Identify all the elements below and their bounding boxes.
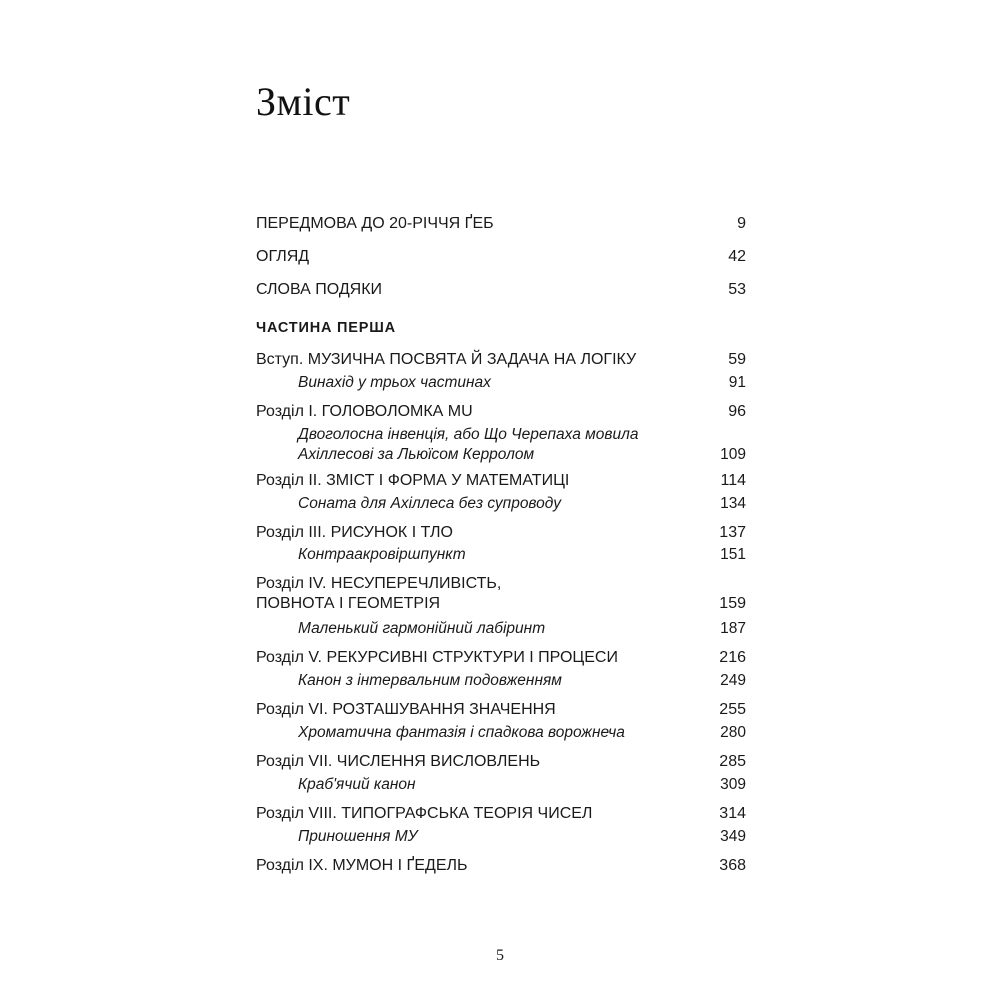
- toc-entry-page: 59: [728, 351, 746, 368]
- toc-dialogue-entry: [298, 723, 746, 743]
- toc-entry-page: 137: [719, 524, 746, 541]
- toc-entry-title: Краб'ячий канон: [298, 776, 416, 793]
- toc-entry-page: 187: [720, 620, 746, 637]
- toc-entry-page: 280: [720, 724, 746, 741]
- toc-entry-page: 96: [728, 403, 746, 420]
- toc-entry-page: 309: [720, 776, 746, 793]
- toc-dialogue-entry: [298, 775, 746, 795]
- toc-entry-title: Розділ VІІ. ЧИСЛЕННЯ ВИСЛОВЛЕНЬ: [256, 753, 541, 770]
- toc-entry-title: Приношення МУ: [298, 828, 418, 845]
- toc-entry-page: 368: [719, 857, 746, 874]
- toc-entry-title: Розділ VІ. РОЗТАШУВАННЯ ЗНАЧЕННЯ: [256, 701, 556, 718]
- toc-chapter-entry: [256, 648, 746, 668]
- toc-chapter-entry: [256, 523, 746, 543]
- part-heading: ЧАСТИНА ПЕРША: [256, 320, 396, 336]
- toc-entry-title: Розділ ІІІ. РИСУНОК І ТЛО: [256, 524, 453, 541]
- toc-dialogue-entry: [298, 619, 746, 639]
- toc-entry-title: Розділ VІІІ. ТИПОГРАФСЬКА ТЕОРІЯ ЧИСЕЛ: [256, 805, 593, 822]
- page-number: 5: [496, 947, 504, 964]
- toc-chapter-entry: [256, 402, 746, 422]
- toc-entry-title: Контраакровіршпункт: [298, 546, 466, 563]
- toc-chapter-entry: [256, 471, 746, 491]
- toc-entry-title: Розділ ІХ. МУМОН І ҐЕДЕЛЬ: [256, 857, 468, 874]
- toc-entry-title: СЛОВА ПОДЯКИ: [256, 281, 383, 298]
- toc-chapter-entry: [256, 752, 746, 772]
- toc-entry-page: 314: [719, 805, 746, 822]
- toc-entry-page: 216: [719, 649, 746, 666]
- toc-entry-page: 249: [720, 672, 746, 689]
- toc-entry-page: 349: [720, 828, 746, 845]
- toc-chapter-entry: [256, 856, 746, 876]
- toc-entry-page: 42: [728, 248, 746, 265]
- toc-dialogue-entry: [298, 494, 746, 514]
- toc-entry-title: Розділ ІІ. ЗМІСТ І ФОРМА У МАТЕМАТИЦІ: [256, 472, 570, 489]
- toc-entry-title: Винахід у трьох частинах: [298, 374, 491, 391]
- toc-entry-title: Двоголосна інвенція, або Що Черепаха мовила Ахіллесові за Льюїсом Керролом: [298, 426, 639, 463]
- toc-chapter-entry: [256, 804, 746, 824]
- toc-entry-title: ПЕРЕДМОВА ДО 20-РІЧЧЯ ҐЕБ: [256, 215, 494, 232]
- toc-entry-title: Хроматична фантазія і спадкова ворожнеча: [298, 724, 625, 741]
- toc-entry-page: 285: [719, 753, 746, 770]
- toc-entry-title: Розділ V. РЕКУРСИВНІ СТРУКТУРИ І ПРОЦЕСИ: [256, 649, 618, 666]
- toc-entry-page: 109: [720, 446, 746, 463]
- toc-entry-page: 159: [719, 595, 746, 612]
- toc-entry-page: 9: [737, 215, 746, 232]
- toc-entry-title: Розділ ІV. НЕСУПЕРЕЧЛИВІСТЬ, ПОВНОТА І ГЕОМЕТРІЯ: [256, 575, 502, 612]
- toc-chapter-entry: [256, 350, 746, 370]
- toc-entry-title: Вступ. МУЗИЧНА ПОСВЯТА Й ЗАДАЧА НА ЛОГІКУ: [256, 351, 637, 368]
- toc-front-entry: [256, 214, 746, 234]
- toc-front-entry: [256, 280, 746, 300]
- toc-entry-page: 114: [720, 472, 746, 489]
- toc-front-entry: [256, 247, 746, 267]
- toc-dialogue-entry: [298, 671, 746, 691]
- toc-chapter-entry: [256, 700, 746, 720]
- toc-entry-title: Канон з інтервальним подовженням: [298, 672, 562, 689]
- toc-entry-page: 255: [719, 701, 746, 718]
- toc-entry-page: 53: [728, 281, 746, 298]
- toc-dialogue-entry: [298, 827, 746, 847]
- toc-entry-title: ОГЛЯД: [256, 248, 310, 265]
- page-title: Зміст: [256, 79, 351, 124]
- toc-dialogue-entry: [298, 545, 746, 565]
- toc-entry-page: 134: [720, 495, 746, 512]
- toc-entry-title: Соната для Ахіллеса без супроводу: [298, 495, 561, 512]
- toc-chapter-entry: [256, 574, 746, 614]
- toc-entry-page: 151: [720, 546, 746, 563]
- toc-dialogue-entry: [298, 425, 746, 465]
- toc-entry-page: 91: [728, 374, 746, 391]
- toc-entry-title: Розділ І. ГОЛОВОЛОМКА MU: [256, 403, 473, 420]
- toc-entry-title: Маленький гармонійний лабіринт: [298, 620, 546, 637]
- toc-dialogue-entry: [298, 373, 746, 393]
